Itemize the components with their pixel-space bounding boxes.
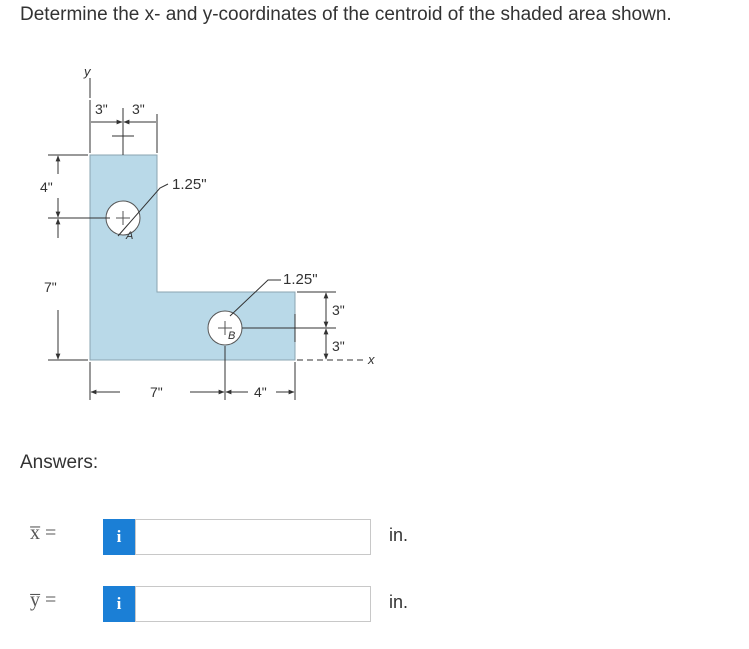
dim-right-upper: 3"	[332, 302, 345, 318]
y-bar-unit: in.	[389, 592, 409, 612]
dim-bottom-right: 4"	[254, 384, 267, 400]
info-icon[interactable]: i	[103, 586, 135, 622]
x-axis-label: x	[368, 352, 375, 367]
dim-right-lower: 3"	[332, 338, 345, 354]
x-bar-unit: in.	[389, 525, 409, 545]
answers-label: Answers:	[20, 452, 99, 473]
answer-row-x	[0, 516, 749, 558]
hole-a-label: A	[126, 230, 134, 242]
hole-b-label: B	[228, 330, 236, 342]
dim-top-right: 3"	[132, 101, 145, 117]
dim-bottom-left: 7"	[150, 384, 163, 400]
y-axis-label: y	[84, 64, 91, 79]
y-bar-symbol: y̅ =	[30, 589, 57, 611]
dim-top-left: 3"	[95, 101, 108, 117]
dim-hole-b-radius: 1.25"	[283, 271, 318, 288]
x-bar-input[interactable]	[135, 519, 371, 555]
dim-hole-a-radius: 1.25"	[172, 176, 207, 193]
y-bar-input[interactable]	[135, 586, 371, 622]
x-bar-symbol: x̅ =	[30, 522, 57, 544]
info-icon[interactable]: i	[103, 519, 135, 555]
question-text: Determine the x- and y-coordinates of the centroid of the shaded area shown.	[20, 4, 672, 25]
dim-left-lower: 7"	[44, 279, 57, 295]
answer-row-y	[0, 583, 749, 625]
dim-left-upper: 4"	[40, 179, 53, 195]
centroid-figure	[0, 58, 400, 418]
figure-svg	[0, 58, 400, 418]
